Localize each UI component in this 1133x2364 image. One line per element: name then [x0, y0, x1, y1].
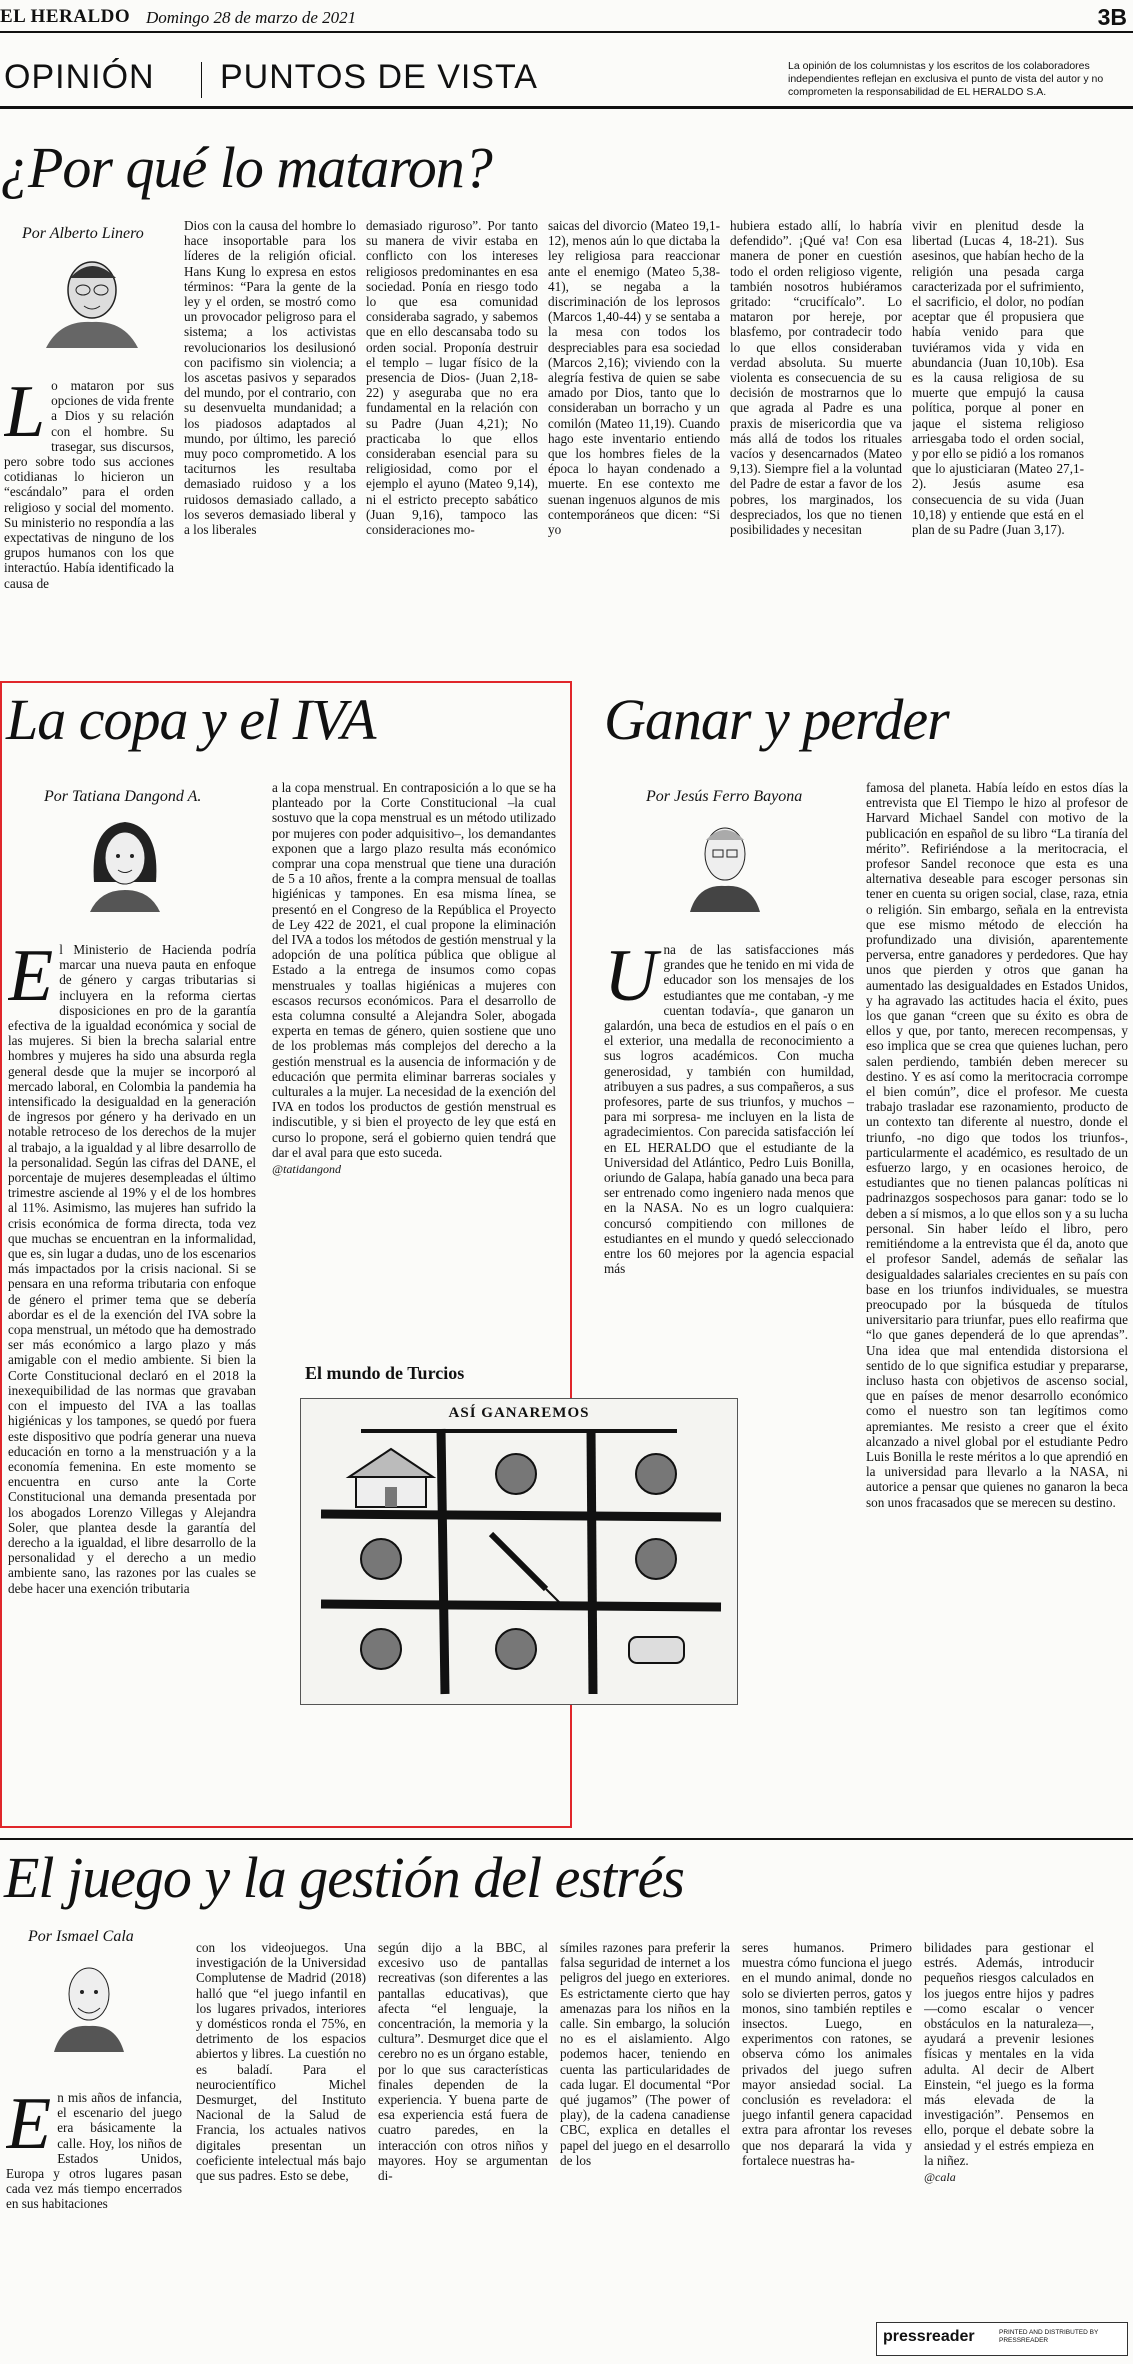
- section-disclaimer: La opinión de los columnistas y los escritos de los colaboradores independientes reflejan en exclusiva el punto de vista del autor y no comprometen la responsabilidad de EL HERALDO S.A.: [788, 60, 1104, 98]
- section-rule: [0, 106, 1133, 109]
- pressreader-small-print: PRINTED AND DISTRIBUTED BY PRESSREADER: [999, 2329, 1099, 2344]
- pressreader-logo: pressreader: [883, 2328, 975, 2345]
- house-icon: [349, 1449, 433, 1507]
- column-text: según dijo a la BBC, al excesivo uso de pantallas recreativas (son diferentes a las pantallas educativas), que afecta “el lenguaje, la concentración, la memoria y la cultura”. Desmurget dice que el cerebro no es un órgano estable, por lo que sus características finales dependen de la experiencia. Y buena parte de esa experiencia está fuera de cuatro paredes, en la interacción con otros niños y mayores. Hoy se argumentan di-: [378, 1940, 548, 2184]
- mask-icon: [629, 1637, 684, 1663]
- column-text: hubiera estado allí, lo habría defendido”. ¡Qué va! Con esa manera de poner en cuestión todo el orden religioso vigente, también nosotros hubiéramos gritado: “crucifícalo”. Lo mataron por hereje, por blasfemo, por contradecir todo lo que ellos consideraban verdad absoluta. Su muerte violenta es consecuencia de su decisión de mostrarnos que lo que agrada al Padre es una praxis de misericordia que va más allá de todos los rituales vacíos y desencarnados (Mateo 9,13). Siempre fiel a la voluntad del Padre de estar a favor de los pobres, los marginados, los despreciados, los que no tienen posibilidades y necesitan: [730, 218, 902, 538]
- author-portrait: [40, 248, 145, 348]
- drop-cap: L: [4, 378, 46, 453]
- article-title: La copa y el IVA: [6, 687, 376, 752]
- cartoon-caption: ASÍ GANAREMOS: [448, 1405, 590, 1421]
- column-text: l Ministerio de Hacienda podría marcar una nueva pauta en enfoque de género y cargas tributarias si incluyera en la reforma ciertas disposiciones en pro de la garantía efectiva de la igualdad económica y social de las mujeres. Si bien la brecha salarial entre hombres y mujeres ha sido una absurda regla general desde que la mujer se incorporó al mercado laboral, en Colombia la pandemia ha intensificado la desigualdad en la generación de ingresos por género y ha derivado en un notable retroceso de los derechos de la mujer al trabajo, a la igualdad y al libre desarrollo de la personalidad. Según las cifras del DANE, el porcentaje de mujeres desempleadas el último trimestre asciende al 19% y el de los hombres al 11%. Asimismo, las mujeres han sufrido la crisis económica de forma directa, toda vez que muchas se encuentran en la informalidad, que es, sin lugar a dudas, uno de los escenarios más impactados por la crisis nacional. Si se pensara en una reforma tributaria con enfoque de género el primer tema que se debería abordar es el de la exención del IVA sobre la copa menstrual, un método que ha demostrado ser más económico a largo plazo y más amigable con el medio ambiente. Si bien la Corte Constitucional declaró en el 2018 la inexequibilidad de las normas que gravaban con el impuesto del IVA a las toallas higiénicas y los tampones, se quedó por fuera este dispositivo que podría generar una nueva educación en torno a la menstruación y a la economía femenina. En este momento se encuentra en curso ante la Corte Constitucional una demanda presentada por los abogados Lorenzo Villegas y Alejandra Soler, que plantea desde la garantía del derecho a la igualdad, el libre desarrollo de la personalidad y el derecho a un medio ambiente sano, las razones por las cuales se debe hacer una exención tributaria: [8, 942, 256, 1596]
- cartoon-title: El mundo de Turcios: [305, 1363, 465, 1383]
- syringe-icon: [491, 1534, 563, 1606]
- article-title: ¿Por qué lo mataron?: [0, 135, 492, 200]
- article-title: Ganar y perder: [604, 687, 949, 752]
- article-column: [866, 780, 1128, 1825]
- article-column: [730, 218, 902, 678]
- author-handle: @cala: [924, 2170, 956, 2185]
- newspaper-name: EL HERALDO: [0, 6, 131, 27]
- article-column: [742, 1940, 912, 2300]
- pressreader-badge: [876, 2322, 1128, 2356]
- article-column: [560, 1940, 730, 2300]
- article-column: [196, 1940, 366, 2300]
- article-byline: Por Ismael Cala: [28, 1928, 134, 1945]
- article-byline: Por Alberto Linero: [22, 225, 144, 242]
- article-column: [924, 1940, 1094, 2300]
- drop-cap: U: [604, 942, 658, 1017]
- column-text: saicas del divorcio (Mateo 19,1-12), menos aún lo que dictaba la ley religiosa para reaccionar ante el enemigo (Mateo 5,38-41), se negaba a la discriminación de los leprosos (Marcos 1,40-44) y se sentaba a la mesa con todos los despreciables para esa sociedad (Marcos 2,16); viviendo con la alegría festiva de quien se sabe amado por Dios, tanto que lo consideraban un borracho y un comilón (Mateo 11,19). Cuando hago este inventario entiendo que los hombres fieles de la época lo hayan condenado a muerte. En ese contexto me suenan ingenuos algunos de mis contemporáneos que dicen: “Si yo: [548, 218, 720, 538]
- article-byline: Por Tatiana Dangond A.: [44, 788, 202, 805]
- column-text: vivir en plenitud desde la libertad (Lucas 4, 18-21). Sus asesinos, que habían hecho de la religión una pesada carga caracterizada por el sufrimiento, el sacrificio, el dolor, no podían aceptar que él propusiera que había venido para que tuviéramos vida y vida en abundancia (Juan 10,10b). Esa es la causa religiosa de su muerte que empujó la causa política, porque al poner en jaque el sistema religioso arriesgaba todo el orden social, y por ello se pidió a los romanos que lo ajusticiaran (Mateo 27,1-2). Jesús asume esa consecuencia de su vida (Juan 10,18) y entiende que está en el plan de su Padre (Juan 3,17).: [912, 218, 1084, 538]
- issue-date: Domingo 28 de marzo de 2021: [146, 8, 357, 27]
- section-separator: [201, 62, 202, 98]
- article-column: [8, 942, 256, 1822]
- section-title: OPINIÓN: [4, 58, 155, 96]
- author-portrait: [80, 812, 170, 912]
- column-text: seres humanos. Primero muestra cómo funciona el juego en el mundo animal, donde no solo se divierten perros, gatos y monos, sino también reptiles e insectos. Luego, en experimentos con ratones, se observa cómo los animales privados del juego sufren mayor ansiedad social. La conclusión es reveladora: el juego infantil genera capacidad extra para afrontar los reveses que nos deparará la vida y fortalece nuestras ha-: [742, 1940, 912, 2168]
- article-title: El juego y la gestión del estrés: [4, 1845, 684, 1910]
- article-column: [6, 2090, 182, 2300]
- article-column: [366, 218, 538, 678]
- column-text: Dios con la causa del hombre lo hace insoportable para los líderes de la religión oficial. Hans Kung lo expresa en estos términos: “Para la gente de la ley y el orden, se mostró como un provocador peligroso para el sistema; a los activistas revolucionarios los desilusionó con pacifismo sin violencia; a los ascetas pasivos y separados del mundo, por el contrario, con su desenvuelta mundanidad; a los piadosos adaptados al mundo, por último, les pareció muy poco comprometido. A los taciturnos les resultaba demasiado ruidoso y a los ruidosos demasiado callado, a los severos demasiado liberal y a los liberales: [184, 218, 356, 538]
- column-text: n mis años de infancia, el escenario del juego era básicamente la calle. Hoy, los niños de Estados Unidos, Europa y otros lugares pasan cada vez más tiempo encerrados en sus habitaciones: [6, 2090, 182, 2212]
- article-column: [378, 1940, 548, 2300]
- column-text: demasiado riguroso”. Por tanto su manera de vivir estaba en conflicto con los intereses religiosos predominantes en esa sociedad. Ponía en riesgo todo lo que esa comunidad consideraba sagrado, y sabemos que en ello descansaba todo su orden social. Proponía destruir el templo – lugar físico de la presencia de Dios- (Juan 2,18-22) y aseguraba que no era fundamental en la relación con su Padre (Juan 4,21); No practicaba lo que ellos consideraban esencial para su religiosidad, como por el ejemplo el ayuno (Mateo 9,14), ni el estricto precepto sabático (Juan 9,16), tampoco las consideraciones mo-: [366, 218, 538, 538]
- article-column: [272, 780, 556, 1320]
- column-text: famosa del planeta. Había leído en estos días la entrevista que El Tiempo le hizo al profesor de Harvard Michael Sandel con motivo de la publicación en español de su libro “La tiranía del mérito”. Refiriéndose a la meritocracia, el profesor Sandel reconoce que esta es una alternativa deseable para escoger personas sin tener en cuenta su origen social, clase, raza, etnia o religión. Sin embargo, señala en la entrevista que ese mismo método de elección ha profundizado una división, aparentemente perversa, entre ganadores y perdedores. Que hay unos que pierden y otros que ganan ha aumentado las desigualdades en Estados Unidos, y ha agravado las actitudes hacia el éxito, pues los que ganan “creen que su éxito es obra de ellos y que, por tanto, merecen recompensas, y eso implica que se crea que quienes luchan, pero salen perdiendo, también deben merecer su destino. Y es así como la meritocracia corrompe el bien común”, dice el profesor. Me cuesta trabajo trasladar ese razonamiento, producto de un contexto tan diferente al nuestro, donde el triunfo, -no digo que todos los triunfos-, particularmente el académico, es resultado de un esfuerzo largo, y en ocasiones heroico, de estudiantes que no tienen palancas políticas ni padrinazgos sospechosos para ganar: todo se lo deben a sí mismos, a lo que ellos son y a su lucha personal. Sin haber leído el libro, pero remitiéndome a la entrevista que él da, anoto que el profesor Sandel, además de señalar las desigualdades salariales crecientes en su país con base en los triunfos individuales, se muestra preocupado por la búsqueda de títulos universitario para triunfar, pues ello reafirma que “lo que ganes dependerá de lo que aprendas”. Una idea que mal entendida distorsiona el sentido de lo que significa estudiar y prepararse, incluso hasta con objetivos de ascenso social, que en países de menor desarrollo económico como el nuestro son tan legítimos como apremiantes. Me resisto a creer que el éxito alcanzado a nivel global por el estudiante Pedro Luis Bonilla le reste méritos a lo que aprendió en la universidad para llevarlo a la NASA, ni autorice a pensar que quienes no ganaron la beca son unos fracasados que se merecen su destino.: [866, 780, 1128, 1510]
- author-portrait: [680, 812, 770, 912]
- column-text: con los videojuegos. Una investigación de la Universidad Complutense de Madrid (2018) halló que “el juego infantil en los lugares privados, interiores y domésticos ronda el 75%, en detrimento de los espacios abiertos y libres. La cuestión no es baladí. Para el neurocientífico Michel Desmurget, del Instituto Nacional de la Salud de Francia, los actuales nativos digitales presentan un coeficiente intelectual más bajo que sus padres. Esto se debe,: [196, 1940, 366, 2184]
- article-rule: [0, 1838, 1133, 1840]
- column-text: símiles razones para preferir la falsa seguridad de internet a los peligros del juego en exteriores. Es estrictamente cierto que hay amenazas para los niños en la calle. Sin embargo, la solución no es el aislamiento. Algo podemos hacer, teniendo en cuenta las particularidades de cada lugar. El documental “Por qué jugamos” (The power of play), de la cadena canadiense CBC, explica en detalles el papel del juego en el desarrollo de los: [560, 1940, 730, 2168]
- column-text: na de las satisfacciones más grandes que he tenido en mi vida de educador son los mensajes de los estudiantes que me contaban, -y me cuentan todavía-, que ganaron un galardón, una beca de estudios en el país o en el exterior, una medalla de reconocimiento a sus logros académicos. Con mucha generosidad, y también con humildad, atribuyen a sus padres, a sus compañeros, a sus profesores, parte de sus triunfos, y muchos –para mi sorpresa- me incluyen en la lista de agradecimientos. Con parecida satisfacción leí en EL HERALDO que el estudiante de la Universidad del Atlántico, Pedro Luis Bonilla, oriundo de Galapa, había ganado una beca para ser entrenado como ingeniero nada menos que en la NASA. No es un logro cualquiera: concursó compitiendo con millones de estudiantes en el mundo y quedó seleccionado entre los 60 mejores por la agencia espacial más: [604, 942, 854, 1277]
- article-column: [604, 942, 854, 1482]
- article-column: [548, 218, 720, 678]
- page-number: 3B: [1097, 4, 1127, 30]
- article-column: [912, 218, 1084, 678]
- column-text: a la copa menstrual. En contraposición a lo que se ha planteado por la Corte Constitucional –la cual sostuvo que la copa menstrual es un método utilizado por mujeres con poder adquisitivo–, los demandantes exponen que a largo plazo resulta más económico comprar una copa menstrual que tiene una duración de 5 a 10 años, frente a la compra mensual de toallas higiénicas y tampones. En esa misma línea, se presentó en el Congreso de la República el Proyecto de Ley 422 de 2021, el cual propone la eliminación del IVA a todos los métodos de gestión menstrual y la adopción de una política pública que obligue al Estado a la entrega de insumos como copas menstruales y toallas higiénicas a mujeres con escasos recursos económicos. Para el desarrollo de esta columna consulté a Alejandra Soler, abogada experta en temas de género, quien sostiene que uno de los problemas más complejos del derecho a la gestión menstrual es la ausencia de información y de educación que permita eliminar barreras sociales y culturales a la mujer. La necesidad de la exención del IVA en todos los productos de gestión menstrual es indiscutible, y si bien el proyecto de ley que está en curso lo propone, será el gobierno quien tendrá que dar el aval para que esto suceda.: [272, 780, 556, 1160]
- drop-cap: E: [6, 2090, 52, 2165]
- author-portrait: [44, 1952, 134, 2052]
- column-text: o mataron por sus opciones de vida frente a Dios y su relación con el hombre. Su trasegar, sus discursos, pero sobre todo sus acciones cotidianas lo hicieron un “escándalo” para el orden religioso y social del momento. Su ministerio no respondía a las expectativas de ninguno de los grupos humanos con los que interactúo. Había identificado la causa de: [4, 378, 174, 591]
- section-subtitle: PUNTOS DE VISTA: [220, 58, 538, 96]
- header-rule: [0, 31, 1133, 33]
- drop-cap: E: [8, 942, 54, 1017]
- column-text: bilidades para gestionar el estrés. Además, introducir pequeños riesgos calculados en los juegos entre hijos y padres —como escalar o vencer obstáculos en la naturaleza—, ayudará a prevenir lesiones físicas y mentales en la vida adulta. Al decir de Albert Einstein, “el juego es la forma más elevada de la investigación”. Pensemos en ello, porque el debate sobre la ansiedad y el estrés empieza en la niñez.: [924, 1940, 1094, 2168]
- article-column: [184, 218, 356, 678]
- author-handle: @tatidangond: [272, 1162, 342, 1177]
- article-column: [4, 378, 174, 678]
- article-byline: Por Jesús Ferro Bayona: [646, 788, 803, 805]
